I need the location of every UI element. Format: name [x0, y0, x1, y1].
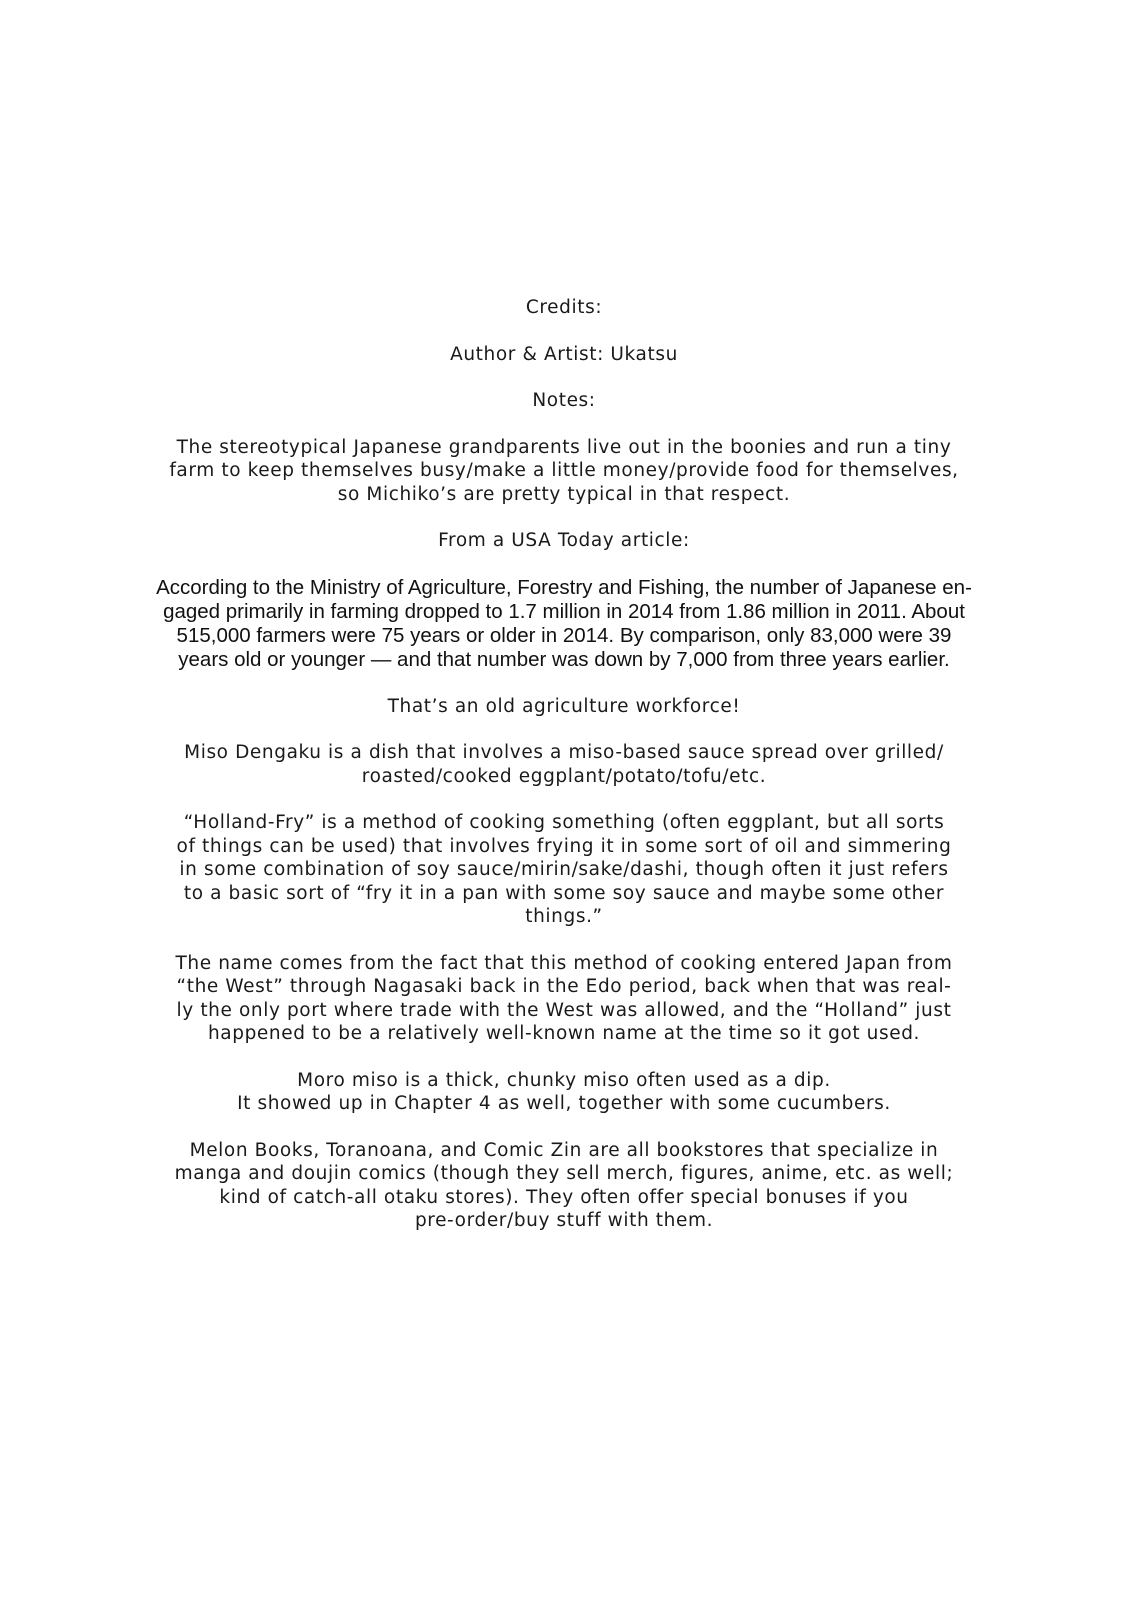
- paragraph-line: farm to keep themselves busy/make a little money/provide food for themselves,: [169, 460, 959, 481]
- workforce-remark: That’s an old agriculture workforce!: [387, 695, 741, 717]
- paragraph-line: Melon Books, Toranoana, and Comic Zin are all bookstores that specialize in: [189, 1139, 939, 1161]
- paragraph-line: to a basic sort of “fry it in a pan with some soy sauce and maybe some other: [183, 882, 945, 904]
- credits-heading: Credits:: [525, 297, 603, 318]
- paragraph-line: ly the only port where trade with the West was allowed, and the “Holland” just: [176, 999, 952, 1021]
- paragraph-line: “the West” through Nagasaki back in the Edo period, back when that was real-: [176, 976, 952, 997]
- paragraph-line: kind of catch-all otaku stores). They often offer special bonuses if you: [219, 1186, 909, 1208]
- paragraph-line: pre-order/buy stuff with them.: [414, 1210, 714, 1231]
- paragraph-line: in some combination of soy sauce/mirin/sake/dashi, though often it just refers: [179, 859, 949, 880]
- notes-heading: Notes:: [532, 390, 596, 411]
- bookstores-paragraph: [95, 1139, 1033, 1233]
- author-line: Author & Artist: Ukatsu: [450, 343, 678, 365]
- moro-miso-paragraph: [95, 1069, 1033, 1116]
- usa-today-intro: From a USA Today article:: [438, 530, 690, 551]
- notes-content: [95, 296, 1033, 1256]
- usa-today-quote: [95, 576, 1033, 672]
- paragraph-line: happened to be a relatively well-known name at the time so it got used.: [207, 1023, 921, 1044]
- paragraph-line: things.”: [525, 906, 603, 927]
- paragraph-line: Moro miso is a thick, chunky miso often used as a dip.: [297, 1069, 831, 1091]
- quote-line: 515,000 farmers were 75 years or older in 2014. By comparison, only 83,000 were 39: [176, 623, 952, 647]
- paragraph-line: It showed up in Chapter 4 as well, together with some cucumbers.: [237, 1093, 891, 1114]
- paragraph-line: manga and doujin comics (though they sell merch, figures, anime, etc. as well;: [174, 1163, 954, 1184]
- paragraph-line: so Michiko’s are pretty typical in that respect.: [337, 483, 791, 505]
- paragraph-line: The name comes from the fact that this method of cooking entered Japan from: [175, 952, 953, 974]
- paragraph-line: of things can be used) that involves frying it in some sort of oil and simmering: [176, 835, 952, 857]
- holland-fry-paragraph: [95, 811, 1033, 929]
- miso-dengaku-paragraph: [95, 741, 1033, 788]
- quote-line: gaged primarily in farming dropped to 1.7 million in 2014 from 1.86 million in 2011. About: [163, 599, 965, 623]
- paragraph-line: The stereotypical Japanese grandparents live out in the boonies and run a tiny: [176, 436, 952, 458]
- name-origin-paragraph: [95, 952, 1033, 1046]
- grandparents-paragraph: [95, 436, 1033, 507]
- quote-line: According to the Ministry of Agriculture, Forestry and Fishing, the number of Japanese en-: [156, 575, 972, 599]
- paragraph-line: Miso Dengaku is a dish that involves a miso-based sauce spread over grilled/: [184, 742, 944, 763]
- paragraph-line: roasted/cooked eggplant/potato/tofu/etc.: [361, 765, 767, 787]
- quote-line: years old or younger — and that number was down by 7,000 from three years earlier.: [178, 647, 950, 671]
- paragraph-line: “Holland-Fry” is a method of cooking something (often eggplant, but all sorts: [183, 812, 945, 833]
